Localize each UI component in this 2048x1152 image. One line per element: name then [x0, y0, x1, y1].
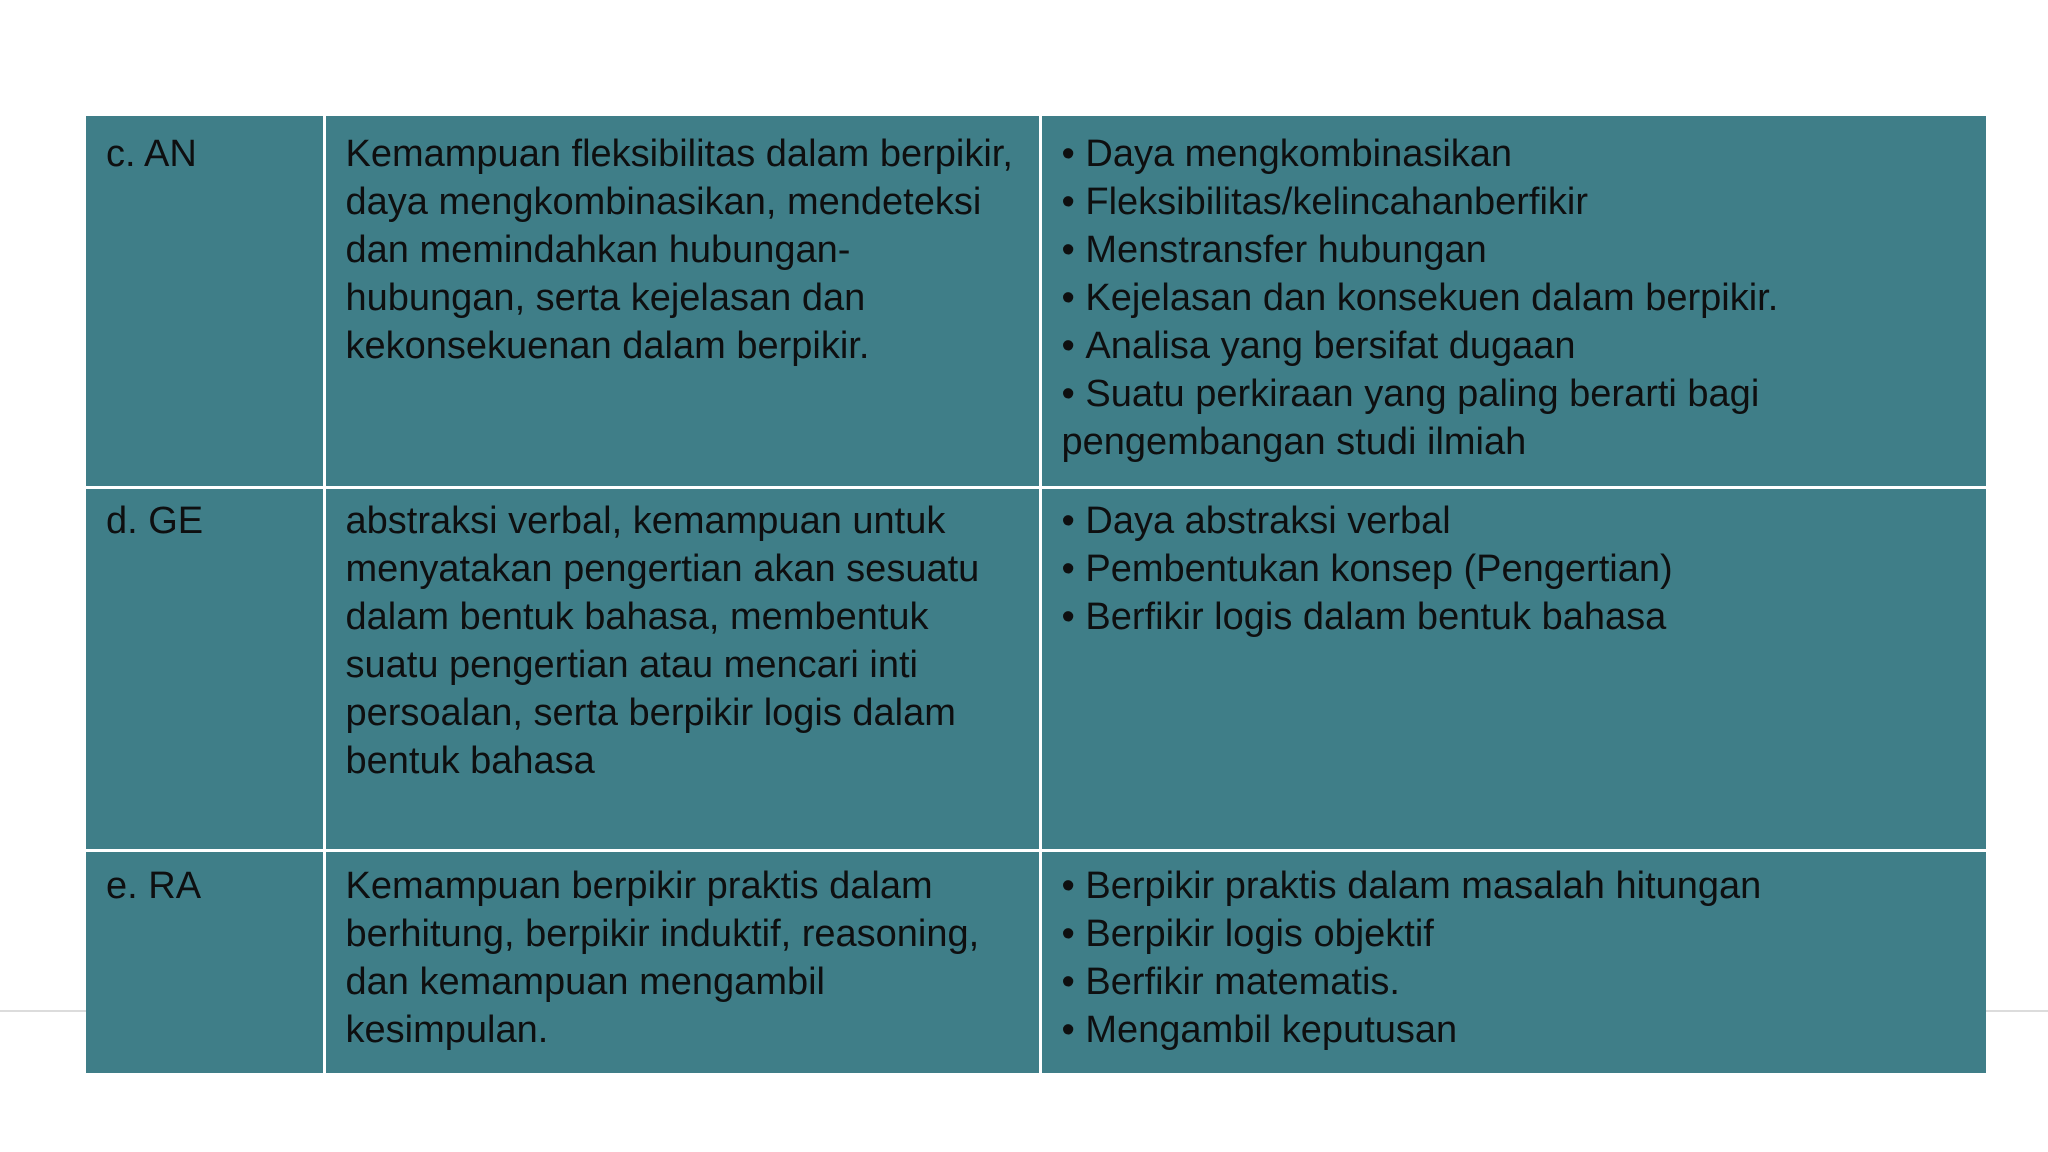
- bullet-item: • Kejelasan dan konsekuen dalam berpikir.: [1062, 274, 1969, 322]
- bullet-item: • Suatu perkiraan yang paling berarti bagi pengembangan studi ilmiah: [1062, 370, 1969, 466]
- bullet-item: • Berfikir logis dalam bentuk bahasa: [1062, 593, 1969, 641]
- description-cell: Kemampuan fleksibilitas dalam berpikir, daya mengkombinasikan, mendeteksi dan memindahkan hubungan- hubungan, serta kejelasan dan kekonsekuenan dalam berpikir.: [324, 116, 1040, 488]
- aptitude-table: [86, 116, 1986, 1073]
- code-cell: d. GE: [86, 488, 324, 851]
- table-row-an: [86, 116, 1986, 488]
- bullet-list: [1062, 862, 1969, 1054]
- bullet-list: [1062, 130, 1969, 466]
- bullet-item: • Menstransfer hubungan: [1062, 226, 1969, 274]
- points-cell: [1040, 851, 1986, 1074]
- points-cell: [1040, 488, 1986, 851]
- bullet-item: • Berfikir matematis.: [1062, 958, 1969, 1006]
- description-cell: abstraksi verbal, kemampuan untuk menyatakan pengertian akan sesuatu dalam bentuk bahasa, membentuk suatu pengertian atau mencari inti persoalan, serta berpikir logis dalam bentuk bahasa: [324, 488, 1040, 851]
- table-row-ge: [86, 488, 1986, 851]
- bullet-item: • Pembentukan konsep (Pengertian): [1062, 545, 1969, 593]
- bullet-item: • Daya mengkombinasikan: [1062, 130, 1969, 178]
- code-cell: c. AN: [86, 116, 324, 488]
- bullet-item: • Fleksibilitas/kelincahanberfikir: [1062, 178, 1969, 226]
- bullet-item: • Analisa yang bersifat dugaan: [1062, 322, 1969, 370]
- code-cell: e. RA: [86, 851, 324, 1074]
- slide-divider-line-right: [1985, 1010, 2048, 1012]
- points-cell: [1040, 116, 1986, 488]
- description-cell: Kemampuan berpikir praktis dalam berhitung, berpikir induktif, reasoning, dan kemampuan mengambil kesimpulan.: [324, 851, 1040, 1074]
- slide-divider-line-left: [0, 1010, 90, 1012]
- bullet-item: • Mengambil keputusan: [1062, 1006, 1969, 1054]
- bullet-item: • Berpikir logis objektif: [1062, 910, 1969, 958]
- bullet-list: [1062, 497, 1969, 641]
- bullet-item: • Daya abstraksi verbal: [1062, 497, 1969, 545]
- table-row-ra: [86, 851, 1986, 1074]
- bullet-item: • Berpikir praktis dalam masalah hitungan: [1062, 862, 1969, 910]
